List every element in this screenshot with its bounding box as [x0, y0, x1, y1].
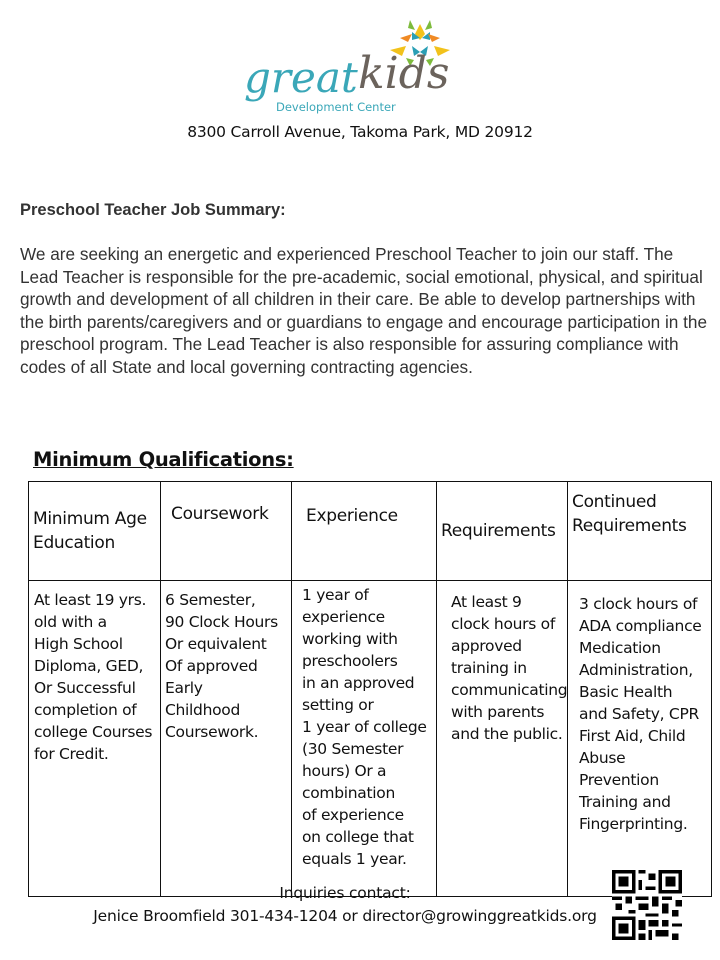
table-row [29, 581, 712, 897]
table-header-row [29, 482, 712, 581]
summary-body: We are seeking an energetic and experienced Preschool Teacher to join our staff. The Lead Teacher is responsible for the pre-academic, social emotional, physical, and spiritual growth and development of all children in their care. Be able to develop partnerships with the birth parents/caregivers and or guardians to engage and encourage participation in the preschool program. The Lead Teacher is also responsible for assuring compliance with codes of all State and local governing contracting agencies. [20, 244, 708, 377]
qualifications-title: Minimum Qualifications: [33, 448, 294, 471]
svg-text:great: great [244, 53, 358, 102]
svg-text:Development Center: Development Center [276, 100, 396, 114]
cell-requirements: At least 9 clock hours of approved training in communicating with parents and the public. [437, 581, 568, 897]
contact-details: Jenice Broomfield 301-434-1204 or director@growinggreatkids.org [93, 907, 597, 925]
great-kids-logo [240, 8, 460, 118]
cell-min-age-education: At least 19 yrs. old with a High School Diploma, GED, Or Successful completion of college Courses for Credit. [29, 581, 161, 897]
header-experience: Experience [292, 482, 437, 581]
qr-code-icon[interactable] [612, 870, 682, 940]
cell-coursework: 6 Semester, 90 Clock Hours Or equivalent Of approved Early Childhood Coursework. [161, 581, 292, 897]
cell-experience: 1 year of experience working with preschoolers in an approved setting or 1 year of college (30 Semester hours) Or a combination of experience on college that equals 1 year. [292, 581, 437, 897]
cell-continued-requirements: 3 clock hours of ADA compliance Medication Administration, Basic Health and Safety, CPR First Aid, Child Abuse Prevention Training and Fingerprinting. [568, 581, 712, 897]
inquiries-label: Inquiries contact: [279, 884, 411, 902]
footer-contact [0, 882, 690, 928]
svg-text:kids: kids [358, 48, 450, 99]
header-coursework: Coursework [161, 482, 292, 581]
qualifications-table [28, 481, 712, 897]
address: 8300 Carroll Avenue, Takoma Park, MD 20912 [187, 123, 533, 141]
summary-title: Preschool Teacher Job Summary: [20, 201, 286, 219]
header-continued-requirements: Continued Requirements [568, 482, 712, 581]
header-requirements: Requirements [437, 482, 568, 581]
header-min-age-education: Minimum Age Education [29, 482, 161, 581]
